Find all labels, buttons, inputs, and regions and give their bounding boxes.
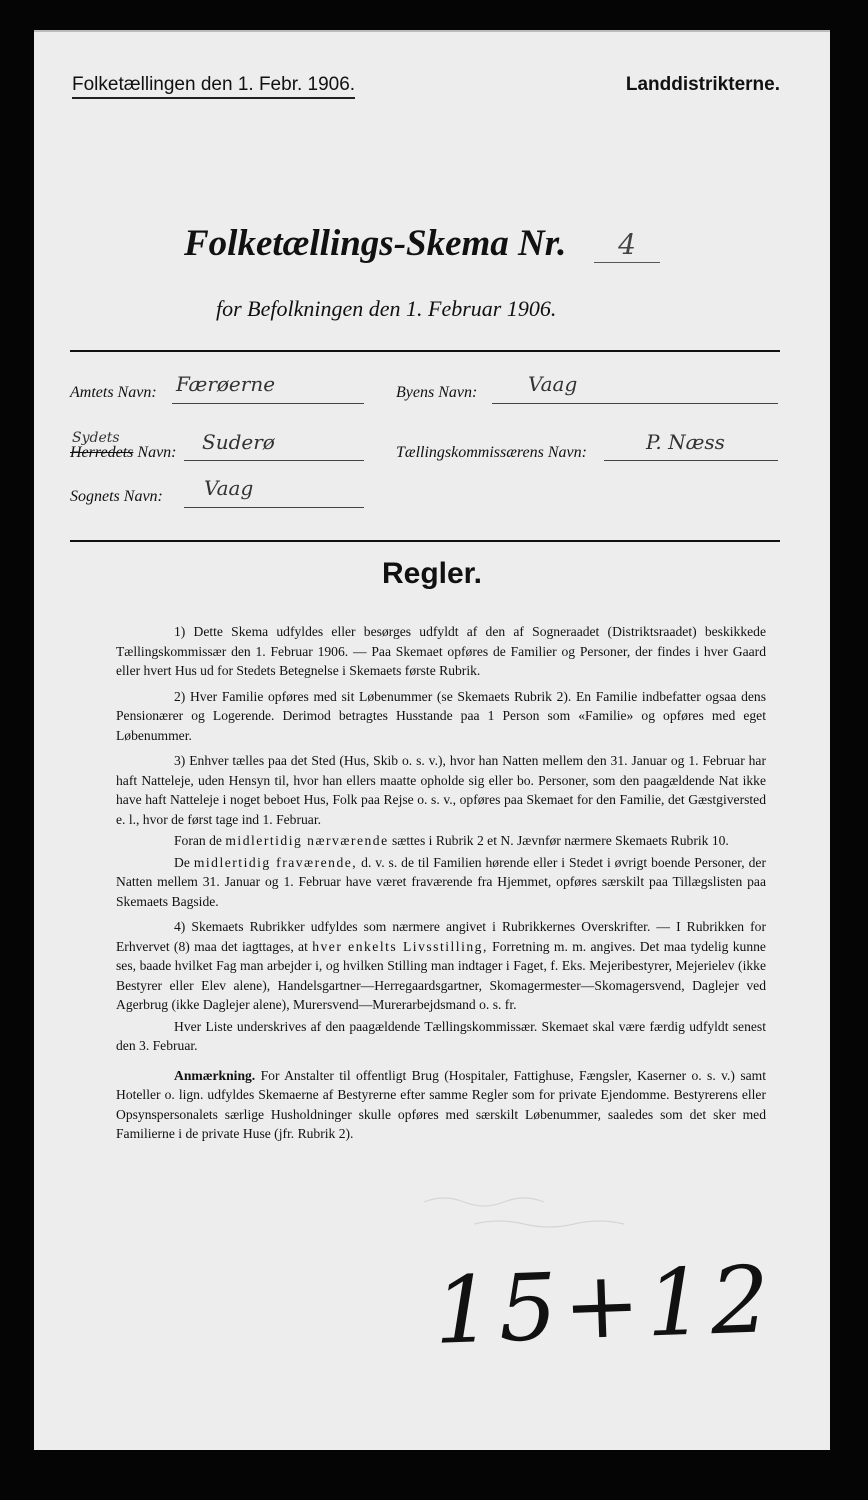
form-number-handwritten: 4 — [594, 232, 660, 263]
sogn-value-handwritten: Vaag — [204, 476, 254, 500]
herred-replacement-handwritten: Sydets — [72, 430, 120, 446]
rule-4-post: Forretning m. m. angives. Det maa tydelig kunne ses, baade hvilket Fag man arbejder i, og hvilken Stilling man indtager i Faget, f. Eks. Mejeribestyrer, Mejerielev (ikke Bestyrer eller Elev alene), Handelsgartner—Herregaardsgartner, Skomagermester—Skomagersvend, Daglejer ved Agerbrug (ikke Daglejer alene), Murersvend—Murerarbejdsmand o. s. fr. — [116, 938, 766, 1012]
rule-4-pre: 4) Skemaets Rubrikker udfyldes som nærmere angivet i Rubrikkernes Overskrifter. — I Rubrikken for Erhvervet (8) maa det iagttages, at — [116, 919, 766, 954]
rule-3-absent — [116, 853, 766, 912]
rule-3b-post: sættes i Rubrik 2 et N. Jævnfør nærmere Skemaets Rubrik 10. — [392, 833, 729, 848]
rule-3c-spaced: midlertidig fraværende, — [193, 854, 358, 870]
annotation-text: For Anstalter til offentligt Brug (Hospitaler, Fattighuse, Fængsler, Kaserner o. s. v.) samt Hoteller o. lign. udfyldes Skemaerne af Bestyrerne efter samme Regler som for private Ejendomme. Bestyrerens eller Opsynspersonalets særlige Husholdninger skulle opføres med særskilt Løbenummer, saaledes som det sker med Familierne i de private Huse (jfr. Rubrik 2). — [116, 1067, 766, 1141]
rule-2: 2) Hver Familie opføres med sit Løbenummer (se Skemaets Rubrik 2). En Familie indbefatter ogsaa dens Pensionærer og Logerende. Derimod betragtes Husstande paa 1 Person som «Familie» og opføres med eget Løbenummer. — [116, 688, 766, 743]
census-header-title: Folketællingen den 1. Febr. 1906. — [72, 74, 355, 99]
bleed-through-scribble — [414, 1182, 714, 1242]
form-title: Folketællings-Skema Nr. — [184, 223, 567, 264]
amt-fill-line — [172, 403, 364, 404]
rule-3b-pre: Foran de — [174, 833, 222, 848]
herred-label-suffix: Navn: — [137, 444, 177, 461]
herred-struck-label: Herredets — [70, 444, 134, 461]
rule-3c-pre: De — [174, 854, 190, 870]
amt-label: Amtets Navn: — [70, 384, 157, 401]
rule-3c-post: d. v. s. de til Familien hørende eller i Stedet i øvrigt boende Personer, der Natten mellem 31. Januar og 1. Februar have været fraværende fra Hjemmet, opføres særskilt paa Tillægslisten paa Skemaets Bagside. — [116, 854, 766, 909]
rule-3: 3) Enhver tælles paa det Sted (Hus, Skib o. s. v.), hvor han Natten mellem den 31. Januar og 1. Februar har haft Natteleje, uden Hensyn til, hvor han ellers maatte opholde sig eller bo. Personer, som den paagældende Nat ikke have haft Natteleje i noget beboet Hus, Folk paa Rejse o. s. v., opføres paa Skemaet for den Familie, det Gæstgiversted e. l., hvor de først tage ind 1. Februar. — [116, 753, 766, 827]
rule-3-present — [116, 831, 766, 851]
kommissaer-label: Tællingskommissærens Navn: — [396, 444, 587, 461]
handwritten-total: 15+12 — [432, 1246, 777, 1365]
rule-1: 1) Dette Skema udfyldes eller besørges udfyldt af den af Sogneraadet (Distriktsraadet) beskikkede Tællingskommissær den 1. Februar 1906. — Paa Skemaet opføres de Familier og Personer, der findes i hver Gaard eller hvert Hus ud for Stedets Betegnelse i Skemaets første Rubrik. — [116, 624, 766, 678]
herred-value-handwritten: Suderø — [202, 430, 275, 454]
kommissaer-fill-line — [604, 460, 778, 461]
herred-label-group — [70, 430, 177, 462]
byens-value-handwritten: Vaag — [528, 372, 578, 396]
annotation — [116, 1066, 766, 1144]
district-type-header: Landdistrikterne. — [625, 74, 780, 95]
amt-value-handwritten: Færøerne — [176, 372, 276, 396]
bleed-through-marks — [414, 1182, 714, 1242]
sogn-fill-line — [184, 507, 364, 508]
annotation-label: Anmærkning. — [174, 1067, 256, 1083]
herred-fill-line — [184, 460, 364, 461]
rule-4-spaced: hver enkelts Livsstilling, — [312, 938, 488, 954]
rule-4-signature: Hver Liste underskrives af den paagældende Tællingskommissær. Skemaet skal være færdig udfyldt senest den 3. Februar. — [116, 1018, 766, 1053]
rules-text — [116, 622, 766, 1150]
rules-heading: Regler. — [381, 557, 483, 590]
rule-3b-spaced: midlertidig nærværende — [225, 833, 389, 848]
sogn-label: Sognets Navn: — [70, 488, 163, 505]
byens-label: Byens Navn: — [396, 384, 478, 401]
form-subtitle: for Befolkningen den 1. Februar 1906. — [216, 296, 557, 321]
census-form-page — [34, 30, 830, 1450]
bottom-divider — [70, 540, 780, 542]
kommissaer-value-handwritten: P. Næss — [646, 430, 725, 454]
rule-4 — [116, 917, 766, 1015]
byens-fill-line — [492, 403, 778, 404]
top-divider — [70, 350, 780, 352]
